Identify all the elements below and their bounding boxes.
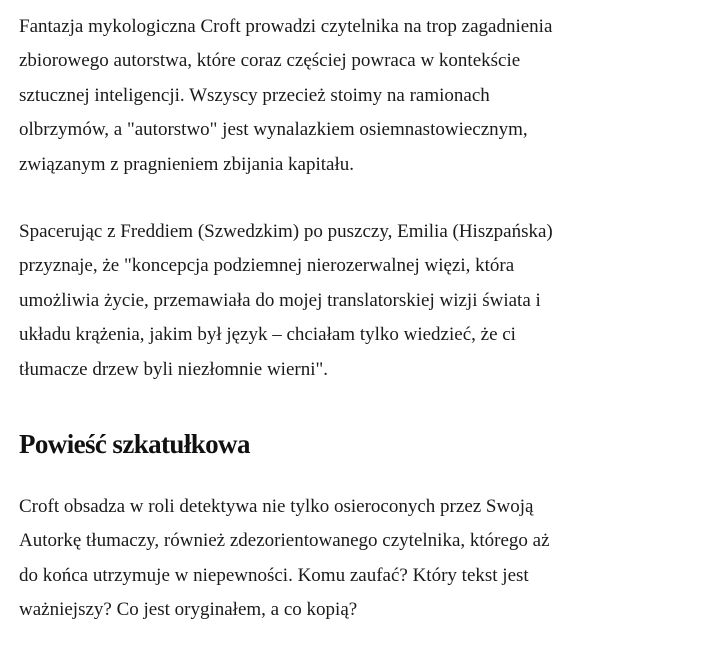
text-line: do końca utrzymuje w niepewności. Komu zaufać? Który tekst jest [19, 564, 529, 586]
text-line: tłumacze drzew byli niezłomnie wierni". [19, 358, 329, 380]
text-line: olbrzymów, a "autorstwo" jest wynalazkiem osiemnastowiecznym, [19, 119, 528, 141]
text-line: układu krążenia, jakim był język – chciałam tylko wiedzieć, że ci [19, 324, 516, 346]
text-line: związanym z pragnieniem zbijania kapitału. [19, 153, 354, 175]
text-line: Spacerując z Freddiem (Szwedzkim) po puszczy, Emilia (Hiszpańska) [19, 221, 553, 243]
paragraph-detective [19, 490, 699, 628]
text-line: zbiorowego autorstwa, które coraz częściej powraca w kontekście [19, 50, 521, 72]
paragraph-forest-walk [19, 215, 699, 387]
text-line: ważniejszy? Co jest oryginałem, a co kopią? [19, 599, 358, 621]
text-line: Autorkę tłumaczy, również zdezorientowanego czytelnika, którego aż [19, 530, 550, 552]
text-line: umożliwia życie, przemawiała do mojej translatorskiej wizji świata i [19, 289, 541, 311]
text-line: Fantazja mykologiczna Croft prowadzi czytelnika na trop zagadnienia [19, 16, 553, 37]
paragraph-collective-authorship [19, 10, 699, 182]
text-line: sztucznej inteligencji. Wszyscy przecież stoimy na ramionach [19, 84, 490, 106]
article-body [19, 10, 699, 628]
section-heading: Powieść szkatułkowa [19, 429, 250, 460]
text-line: Croft obsadza w roli detektywa nie tylko osieroconych przez Swoją [19, 496, 534, 518]
text-line: przyznaje, że "koncepcja podziemnej nierozerwalnej więzi, która [19, 255, 515, 277]
